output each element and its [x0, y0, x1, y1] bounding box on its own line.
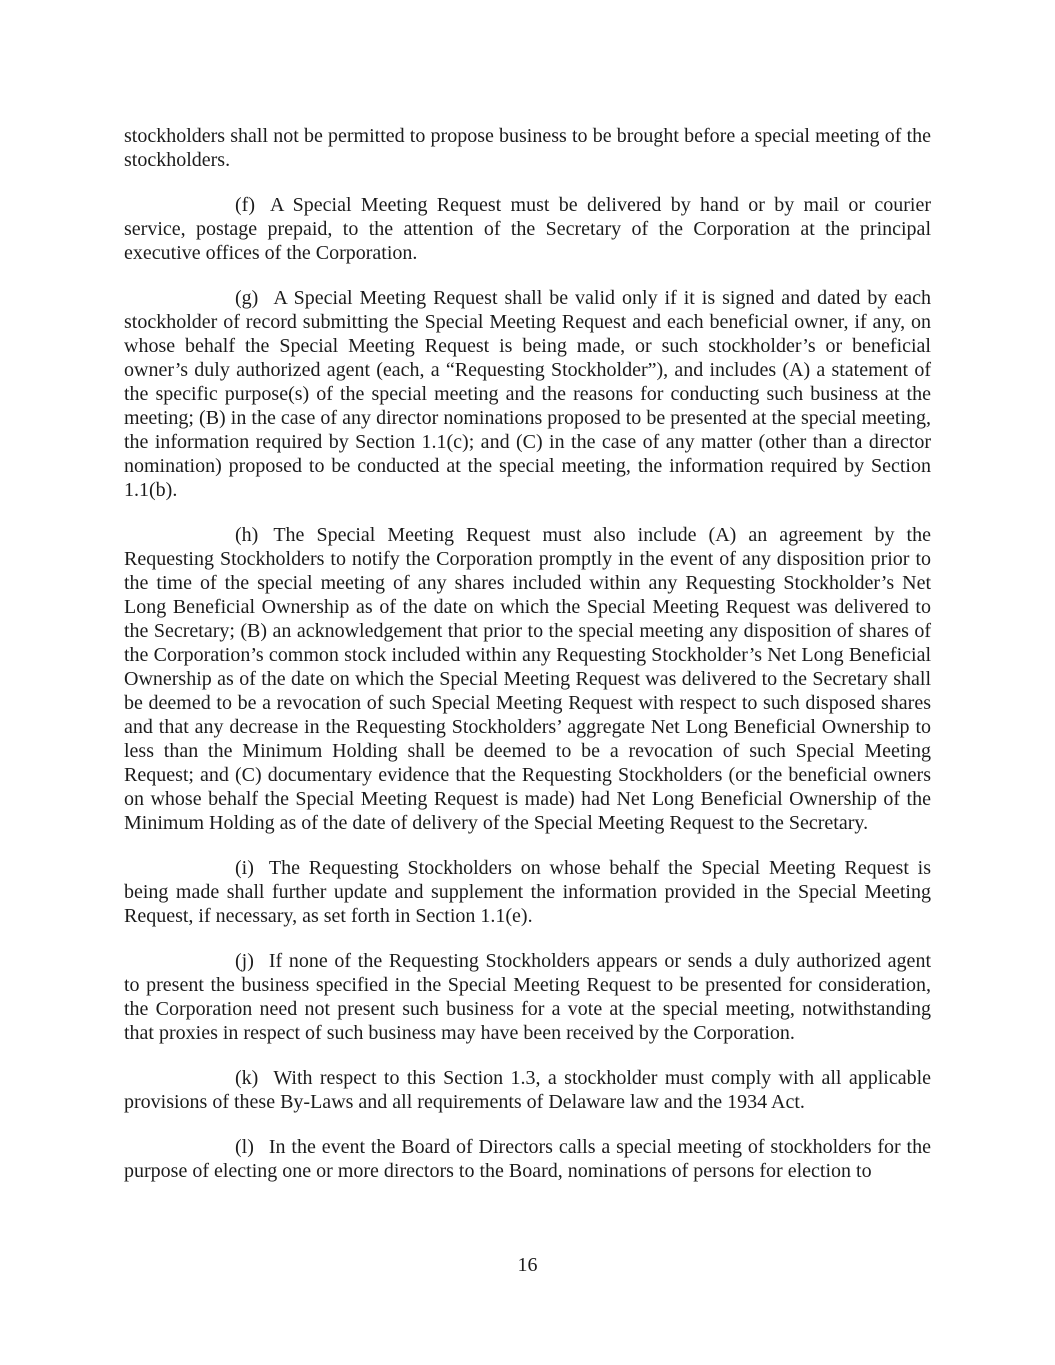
paragraph-text: If none of the Requesting Stockholders appears or sends a duly authorized agent to present the business specified in the Special Meeting Request to be presented for consideration, the Corporation need not present such business for a vote at the special meeting, notwithstanding that proxies in respect of such business may have been received by the Corporation.	[124, 950, 931, 1044]
paragraph-text: A Special Meeting Request shall be valid only if it is signed and dated by each stockholder of record submitting the Special Meeting Request and each beneficial owner, if any, on whose behalf the Special Meeting Request is being made, or such stockholder’s or beneficial owner’s duly authorized agent (each, a “Requesting Stockholder”), and includes (A) a statement of the specific purpose(s) of the special meeting and the reasons for conducting such business at the meeting; (B) in the case of any director nominations proposed to be presented at the special meeting, the information required by Section 1.1(c); and (C) in the case of any matter (other than a director nomination) proposed to be conducted at the special meeting, the information required by Section 1.1(b).	[124, 287, 931, 501]
paragraph-h	[124, 523, 931, 835]
paragraph-text: With respect to this Section 1.3, a stockholder must comply with all applicable provisions of these By-Laws and all requirements of Delaware law and the 1934 Act.	[124, 1067, 931, 1113]
paragraph-continuation	[124, 124, 931, 172]
paragraph-label: (l)	[235, 1136, 254, 1158]
paragraph-text: A Special Meeting Request must be delivered by hand or by mail or courier service, postage prepaid, to the attention of the Secretary of the Corporation at the principal executive offices of the Corporation.	[124, 194, 931, 264]
paragraph-label: (k)	[235, 1067, 259, 1089]
paragraph-k	[124, 1066, 931, 1114]
paragraph-g	[124, 286, 931, 502]
paragraph-text: The Special Meeting Request must also include (A) an agreement by the Requesting Stockholders to notify the Corporation promptly in the event of any disposition prior to the time of the special meeting of any shares included within any Requesting Stockholder’s Net Long Beneficial Ownership as of the date on which the Special Meeting Request was delivered to the Secretary; (B) an acknowledgement that prior to the special meeting any disposition of shares of the Corporation’s common stock included within any Requesting Stockholder’s Net Long Beneficial Ownership as of the date on which the Special Meeting Request was delivered to the Secretary shall be deemed to be a revocation of such Special Meeting Request with respect to such disposed shares and that any decrease in the Requesting Stockholders’ aggregate Net Long Beneficial Ownership to less than the Minimum Holding shall be deemed to be a revocation of such Special Meeting Request; and (C) documentary evidence that the Requesting Stockholders (or the beneficial owners on whose behalf the Special Meeting Request is made) had Net Long Beneficial Ownership of the Minimum Holding as of the date of delivery of the Special Meeting Request to the Secretary.	[124, 524, 931, 834]
paragraph-label: (g)	[235, 287, 259, 309]
paragraph-text: stockholders shall not be permitted to propose business to be brought before a special meeting of the stockholders.	[124, 125, 931, 171]
paragraph-label: (h)	[235, 524, 259, 546]
paragraph-j	[124, 949, 931, 1045]
paragraph-f	[124, 193, 931, 265]
paragraph-i	[124, 856, 931, 928]
paragraph-label: (j)	[235, 950, 254, 972]
paragraph-text: The Requesting Stockholders on whose behalf the Special Meeting Request is being made shall further update and supplement the information provided in the Special Meeting Request, if necessary, as set forth in Section 1.1(e).	[124, 857, 931, 927]
paragraph-l	[124, 1135, 931, 1183]
paragraph-label: (f)	[235, 194, 255, 216]
page-number: 16	[517, 1254, 538, 1276]
document-body	[124, 124, 931, 1204]
paragraph-label: (i)	[235, 857, 254, 879]
paragraph-text: In the event the Board of Directors calls a special meeting of stockholders for the purpose of electing one or more directors to the Board, nominations of persons for election to	[124, 1136, 931, 1182]
